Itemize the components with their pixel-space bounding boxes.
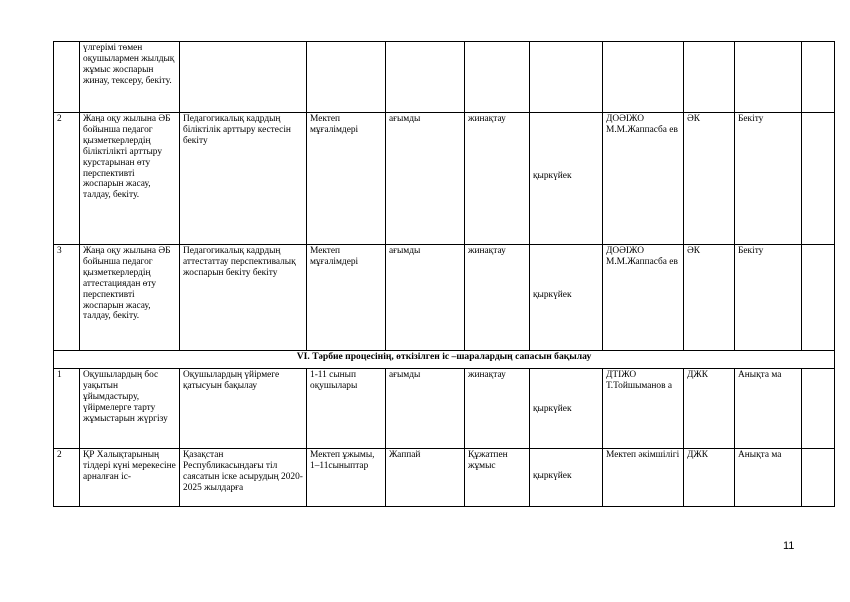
extra-column: [802, 245, 835, 351]
control-topic: үлгерімі төмен оқушылармен жылдық жұмыс жоспарын жинау, тексеру, бекіту.: [80, 42, 180, 113]
table-row: [54, 369, 835, 449]
responsible-person: ДОӘІЖО М.М.Жаппасба ев: [603, 113, 684, 245]
control-object: Мектеп мұғалімдері: [307, 113, 386, 245]
control-type: ағымды: [386, 245, 465, 351]
responsible-person: ДТІЖО Т.Тойшыманов а: [603, 369, 684, 449]
control-goal: Қазақстан Республикасындағы тіл саясатын іске асырудың 2020-2025 жылдарға: [180, 449, 307, 507]
control-month: [530, 42, 603, 113]
control-result: Бекіту: [735, 113, 802, 245]
control-result: Анықта ма: [735, 449, 802, 507]
review-venue: ӘК: [684, 245, 735, 351]
row-number: 1: [54, 369, 80, 449]
extra-column: [802, 369, 835, 449]
control-object: Мектеп мұғалімдері: [307, 245, 386, 351]
section-title: VI. Тәрбие процесінің, өткізілген іс –шаралардың сапасын бақылау: [54, 351, 835, 369]
control-topic: Оқушылардың бос уақытын ұйымдастыру, үйірмелерге тарту жұмыстарын жүргізу: [80, 369, 180, 449]
control-month: [530, 449, 603, 507]
control-method: [465, 42, 530, 113]
review-venue: ДЖК: [684, 449, 735, 507]
control-goal: Педагогикалық кадрдың біліктілік арттыру кестесін бекіту: [180, 113, 307, 245]
control-month: [530, 369, 603, 449]
control-month: [530, 113, 603, 245]
control-result: [735, 42, 802, 113]
table-row: [54, 449, 835, 507]
table-row: [54, 113, 835, 245]
control-topic: Жаңа оқу жылына ӘБ бойынша педагог қызметкерлердің аттестациядан өту перспективті жоспарын жасау, талдау, бекіту.: [80, 245, 180, 351]
extra-column: [802, 113, 835, 245]
review-venue: ДЖК: [684, 369, 735, 449]
control-method: жинақтау: [465, 245, 530, 351]
month-label: қыркүйек: [533, 290, 572, 300]
responsible-person: ДОӘІЖО М.М.Жаппасба ев: [603, 245, 684, 351]
row-number: 3: [54, 245, 80, 351]
control-goal: Педагогикалық кадрдың аттестаттау перспективалық жоспарын бекіту бекіту: [180, 245, 307, 351]
page-number: 11: [783, 540, 795, 552]
control-type: [386, 42, 465, 113]
control-result: Анықта ма: [735, 369, 802, 449]
month-label: қыркүйек: [533, 171, 572, 181]
extra-column: [802, 42, 835, 113]
control-goal: Оқушылардың үйірмеге қатысуын бақылау: [180, 369, 307, 449]
responsible-person: [603, 42, 684, 113]
control-result: Бекіту: [735, 245, 802, 351]
control-object: Мектеп ұжымы, 1–11сыныптар: [307, 449, 386, 507]
section-header-row: [54, 351, 835, 369]
extra-column: [802, 449, 835, 507]
review-venue: ӘК: [684, 113, 735, 245]
table-row: [54, 42, 835, 113]
control-type: ағымды: [386, 369, 465, 449]
control-plan-table: [53, 41, 835, 507]
control-goal: [180, 42, 307, 113]
control-type: Жаппай: [386, 449, 465, 507]
month-label: қыркүйек: [533, 471, 572, 481]
control-topic: Жаңа оқу жылына ӘБ бойынша педагог қызметкерлердің біліктілікті арттыру курстарынан өту перспективті жоспарын жасау, талдау, бекіту.: [80, 113, 180, 245]
row-number: 2: [54, 449, 80, 507]
review-venue: [684, 42, 735, 113]
control-object: [307, 42, 386, 113]
control-month: [530, 245, 603, 351]
control-method: жинақтау: [465, 369, 530, 449]
month-label: қыркүйек: [533, 404, 572, 414]
control-method: Құжатпен жұмыс: [465, 449, 530, 507]
responsible-person: Мектеп әкімшілігі: [603, 449, 684, 507]
control-method: жинақтау: [465, 113, 530, 245]
control-type: ағымды: [386, 113, 465, 245]
row-number: [54, 42, 80, 113]
control-topic: ҚР Халықтарының тілдері күні мерекесіне арналған іс-: [80, 449, 180, 507]
table-row: [54, 245, 835, 351]
row-number: 2: [54, 113, 80, 245]
control-object: 1-11 сынып оқушылары: [307, 369, 386, 449]
